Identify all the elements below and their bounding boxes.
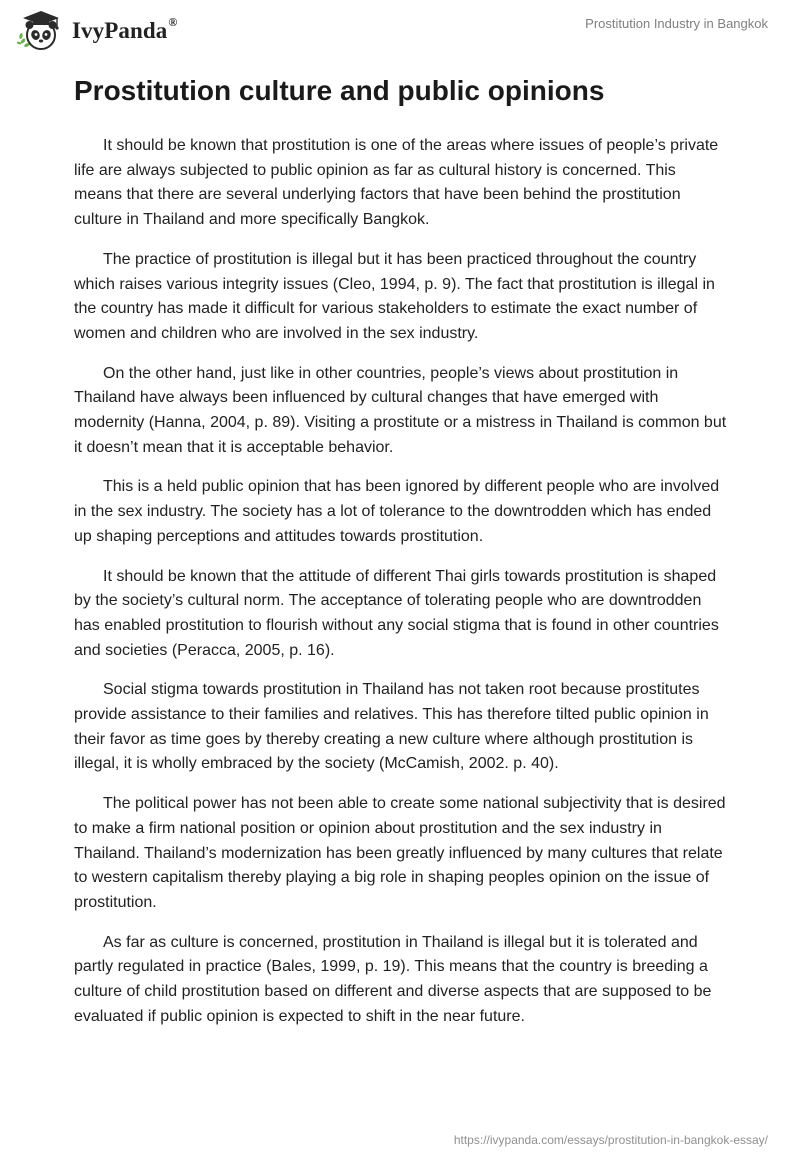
paragraph: On the other hand, just like in other countries, people’s views about prostitution in Thailand have always been influenced by cultural changes that have emerged with modernity (Hanna, 2004, p. 89). Visiting a prostitute or a mistress in Thailand is common but it doesn’t mean that it is acceptable behavior. bbox=[74, 364, 727, 456]
paragraph: It should be known that the attitude of different Thai girls towards prostitution is shaped by the society’s cultural norm. The acceptance of tolerating people who are downtrodden has enabled prostitution to flourish without any social stigma that is found in other countries and societies (Peracca, 2005, p. 16). bbox=[74, 567, 719, 659]
paragraph: The practice of prostitution is illegal but it has been practiced throughout the country which raises various integrity issues (Cleo, 1994, p. 9). The fact that prostitution is illegal in the country has made it difficult for various stakeholders to estimate the exact number of women and children who are involved in the sex industry. bbox=[74, 250, 715, 342]
ivypanda-logo[interactable] bbox=[14, 8, 177, 52]
document-title: Prostitution Industry in Bangkok bbox=[585, 16, 768, 31]
paragraph: Social stigma towards prostitution in Thailand has not taken root because prostitutes provide assistance to their families and relatives. This has therefore tilted public opinion in their favor as time goes by thereby creating a new culture where although prostitution is illegal, it is wholly embraced by the society (McCamish, 2002. p. 40). bbox=[74, 681, 709, 773]
paragraph: The political power has not been able to create some national subjectivity that is desired to make a firm national position or opinion about prostitution and the sex industry in Thailand. Thailand’s modernization has been greatly influenced by many cultures that relate to western capitalism thereby playing a big role in shaping peoples opinion on the issue of prostitution. bbox=[74, 795, 726, 911]
paragraph: As far as culture is concerned, prostitution in Thailand is illegal but it is tolerated and partly regulated in practice (Bales, 1999, p. 19). This means that the country is breeding a culture of child prostitution based on different and diverse aspects that are supposed to be evaluated if public opinion is expected to shift in the near future. bbox=[74, 933, 712, 1025]
paragraph: This is a held public opinion that has been ignored by different people who are involved in the sex industry. The society has a lot of tolerance to the downtrodden which has ended up shaping perceptions and attitudes towards prostitution. bbox=[74, 478, 720, 545]
registered-mark: ® bbox=[168, 15, 178, 30]
logo-text: IvyPanda bbox=[72, 18, 168, 43]
panda-graduation-cap-icon bbox=[14, 8, 68, 52]
essay-content bbox=[74, 72, 728, 1045]
paragraph: It should be known that prostitution is one of the areas where issues of people’s private life are always subjected to public opinion as far as cultural history is concerned. This means that there are several underlying factors that have been behind the prostitution culture in Thailand and more specifically Bangkok. bbox=[74, 137, 719, 229]
source-url[interactable]: https://ivypanda.com/essays/prostitution-in-bangkok-essay/ bbox=[453, 1133, 768, 1147]
page-header bbox=[0, 0, 800, 60]
logo-wordmark bbox=[72, 15, 178, 44]
section-heading: Prostitution culture and public opinions bbox=[74, 75, 605, 106]
